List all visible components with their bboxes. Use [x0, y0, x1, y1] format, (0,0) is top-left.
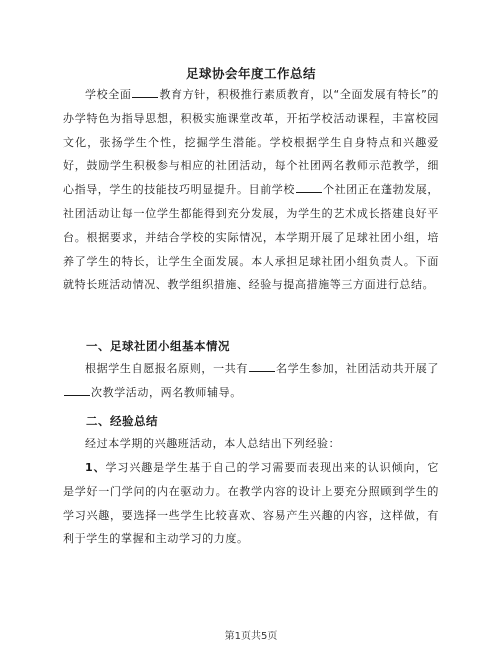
intro-text-part-1: 学校全面 [85, 88, 132, 101]
page-footer: 第1页共5页 [224, 631, 278, 642]
intro-text-part-3: 个社团正在蓬勃发展，社团活动让每一位学生都能得到充分发展，为学生的艺术成长搭建良好平台。根据要求，并结合学校的实际情况，本学期开展了足球社团小组，培养了学生的特长，让学生全面发展。本人承担足球社团小组负责人。下面就特长班活动情况、教学组织措施、经验与提高措施等三方面进行总结。 [63, 183, 439, 292]
intro-paragraph [63, 83, 439, 297]
item-number: 1、 [85, 461, 106, 474]
intro-text-part-2: 教育方针，积极推行素质教育，以“全面发展有特长”的办学特色为指导思想，积极实施课堂改革，开拓学校活动课程，丰富校园文化，张扬学生个性，挖掘学生潜能。学校根据学生自身特点和兴趣爱好，鼓励学生积极参与相应的社团活动，每个社团两名教师示范教学，细心指导，学生的技能技巧明显提升。目前学校 [63, 88, 439, 197]
blank-underline [64, 384, 90, 396]
section-1-text-part-2: 名学生参加，社团活动共开展了 [276, 362, 439, 375]
section-1-paragraph [63, 357, 439, 405]
document-title: 足球协会年度工作总结 [185, 66, 316, 81]
blank-underline [296, 181, 322, 193]
blank-underline [132, 86, 158, 98]
section-1-text-part-1: 根据学生自愿报名原则，一共有 [85, 362, 248, 375]
section-1-text-part-3: 次教学活动，两名教师辅导。 [91, 385, 242, 399]
blank-underline [249, 360, 275, 372]
section-2-heading: 二、经验总结 [86, 414, 158, 428]
section-2-lead: 经过本学期的兴趣班活动，本人总结出下列经验： [85, 437, 341, 450]
section-2-item-1 [63, 456, 439, 551]
section-1-heading: 一、足球社团小组基本情况 [86, 339, 230, 353]
item-1-text: 学习兴趣是学生基于自己的学习需要而表现出来的认识倾向，它是学好一门学问的内在驱动力。在教学内容的设计上要充分照顾到学生的学习兴趣，要选择一些学生比较喜欢、容易产生兴趣的内容，这样做，有利于学生的掌握和主动学习的力度。 [63, 461, 439, 546]
